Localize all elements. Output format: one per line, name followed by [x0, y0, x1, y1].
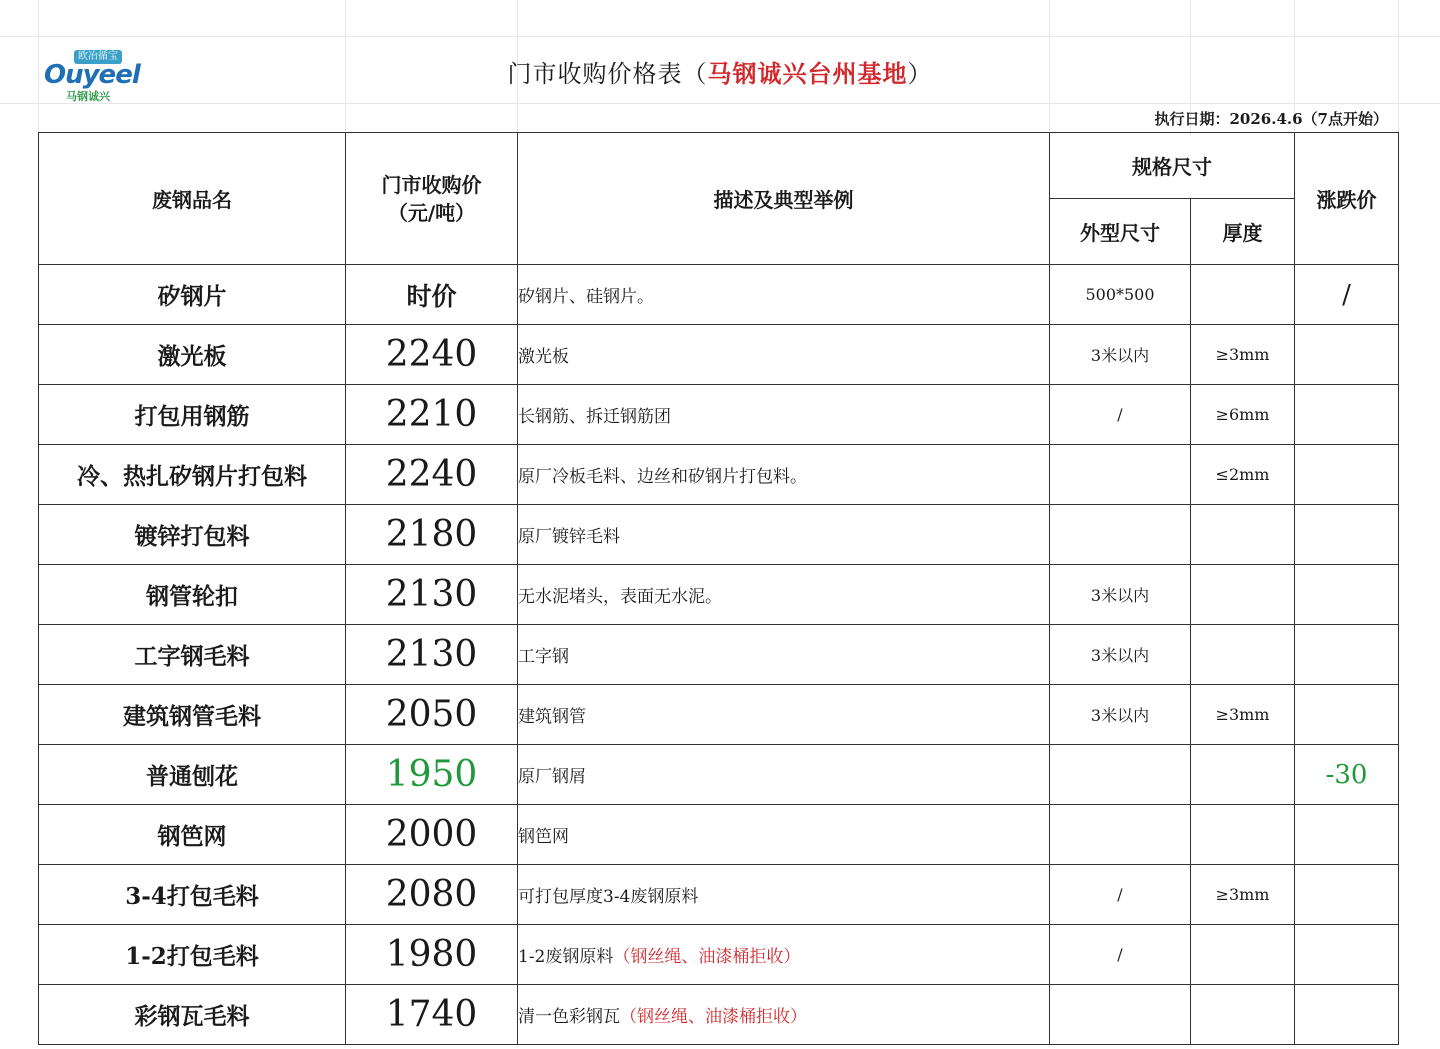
row-price: 2080: [346, 865, 518, 925]
row-desc: [518, 265, 1050, 325]
header-outer: 外型尺寸: [1050, 199, 1191, 265]
row-change: [1295, 685, 1399, 745]
row-price: 2130: [346, 625, 518, 685]
row-change: /: [1295, 265, 1399, 325]
row-outer-size: 3米以内: [1050, 325, 1191, 385]
row-thickness: ≤2mm: [1191, 445, 1295, 505]
row-desc: [518, 865, 1050, 925]
row-name: 激光板: [39, 325, 346, 385]
table-row: [39, 445, 1399, 505]
row-desc-text: 原厂镀锌毛料: [518, 527, 620, 547]
row-thickness: [1191, 985, 1295, 1045]
row-name: 1-2打包毛料: [39, 925, 346, 985]
row-desc: [518, 925, 1050, 985]
row-desc-text: 工字钢: [518, 647, 569, 667]
row-outer-size: [1050, 985, 1191, 1045]
price-rows: [39, 265, 1399, 1045]
title-end: ）: [907, 60, 933, 88]
table-row: [39, 265, 1399, 325]
row-name: 打包用钢筋: [39, 385, 346, 445]
row-price: 2000: [346, 805, 518, 865]
row-desc: [518, 565, 1050, 625]
title-highlight: 马钢诚兴台州基地: [707, 59, 908, 88]
row-change: [1295, 565, 1399, 625]
row-change: [1295, 325, 1399, 385]
row-desc: [518, 805, 1050, 865]
row-thickness: [1191, 745, 1295, 805]
row-thickness: ≥3mm: [1191, 325, 1295, 385]
row-outer-size: [1050, 805, 1191, 865]
exec-date: 执行日期：2026.4.6（7点开始）: [1154, 110, 1388, 128]
row-thickness: [1191, 565, 1295, 625]
logo-brand: Ouyeel: [44, 60, 140, 90]
row-change: [1295, 805, 1399, 865]
header-price-line1: 门市收购价: [381, 172, 482, 197]
header-desc: 描述及典型举例: [518, 133, 1050, 265]
row-desc: [518, 985, 1050, 1045]
row-change: -30: [1295, 745, 1399, 805]
table-row: [39, 565, 1399, 625]
row-thickness: ≥3mm: [1191, 865, 1295, 925]
row-price: 2210: [346, 385, 518, 445]
page-title: [0, 54, 1440, 89]
row-change: [1295, 505, 1399, 565]
row-desc: [518, 745, 1050, 805]
row-name: 镀锌打包料: [39, 505, 346, 565]
header-price-line2: （元/吨）: [387, 200, 476, 225]
row-desc: [518, 685, 1050, 745]
table-row: [39, 385, 1399, 445]
row-name: 矽钢片: [39, 265, 346, 325]
row-outer-size: 500*500: [1050, 265, 1191, 325]
row-change: [1295, 385, 1399, 445]
row-outer-size: [1050, 445, 1191, 505]
row-name: 普通刨花: [39, 745, 346, 805]
table-row: [39, 685, 1399, 745]
table-row: [39, 625, 1399, 685]
row-desc-text: 建筑钢管: [518, 707, 586, 727]
row-outer-size: 3米以内: [1050, 565, 1191, 625]
header-name: 废钢品名: [39, 133, 346, 265]
row-price: 1950: [346, 745, 518, 805]
row-name: 建筑钢管毛料: [39, 685, 346, 745]
row-desc-text: 1-2废钢原料: [518, 947, 614, 967]
row-desc-text: 无水泥堵头，表面无水泥。: [518, 587, 722, 607]
row-name: 工字钢毛料: [39, 625, 346, 685]
row-outer-size: /: [1050, 925, 1191, 985]
row-price: 2130: [346, 565, 518, 625]
row-desc-text: 可打包厚度3-4废钢原料: [518, 887, 699, 907]
row-desc: [518, 385, 1050, 445]
row-change: [1295, 625, 1399, 685]
header-price: [346, 133, 518, 265]
table-row: [39, 805, 1399, 865]
logo-sub: 马钢诚兴: [66, 90, 110, 103]
header-change: 涨跌价: [1295, 133, 1399, 265]
row-thickness: ≥6mm: [1191, 385, 1295, 445]
row-name: 3-4打包毛料: [39, 865, 346, 925]
row-desc-text: 原厂钢屑: [518, 767, 586, 787]
row-outer-size: 3米以内: [1050, 685, 1191, 745]
row-desc-text: 原厂冷板毛料、边丝和矽钢片打包料。: [518, 467, 807, 487]
header-spec: 规格尺寸: [1050, 133, 1295, 199]
row-outer-size: [1050, 505, 1191, 565]
row-change: [1295, 925, 1399, 985]
row-outer-size: /: [1050, 385, 1191, 445]
header-thickness: 厚度: [1191, 199, 1295, 265]
row-desc-text: 矽钢片、硅钢片。: [518, 287, 654, 307]
row-change: [1295, 865, 1399, 925]
row-price: 2240: [346, 445, 518, 505]
table-row: [39, 865, 1399, 925]
logo-badge: 欧冶循宝: [74, 50, 122, 64]
row-desc-text: 激光板: [518, 347, 569, 367]
row-desc: [518, 625, 1050, 685]
row-desc: [518, 505, 1050, 565]
table-row: [39, 325, 1399, 385]
price-table: [38, 132, 1399, 1045]
row-name: 钢管轮扣: [39, 565, 346, 625]
row-desc: [518, 445, 1050, 505]
row-outer-size: [1050, 745, 1191, 805]
row-name: 钢笆网: [39, 805, 346, 865]
row-desc-text: 钢笆网: [518, 827, 569, 847]
row-price: 2050: [346, 685, 518, 745]
title-main: 门市收购价格表（: [507, 60, 708, 88]
row-desc-text: 清一色彩钢瓦: [518, 1007, 620, 1027]
table-row: [39, 985, 1399, 1045]
row-desc-note: （钢丝绳、油漆桶拒收）: [620, 1007, 807, 1027]
row-price: 2180: [346, 505, 518, 565]
table-row: [39, 505, 1399, 565]
row-name: 冷、热扎矽钢片打包料: [39, 445, 346, 505]
row-price: 1740: [346, 985, 518, 1045]
row-change: [1295, 985, 1399, 1045]
table-row: [39, 745, 1399, 805]
row-price: 1980: [346, 925, 518, 985]
row-outer-size: /: [1050, 865, 1191, 925]
row-desc-text: 长钢筋、拆迁钢筋团: [518, 407, 671, 427]
row-outer-size: 3米以内: [1050, 625, 1191, 685]
row-thickness: [1191, 925, 1295, 985]
row-desc-note: （钢丝绳、油漆桶拒收）: [613, 947, 801, 967]
row-price: 时价: [346, 265, 518, 325]
row-change: [1295, 445, 1399, 505]
row-price: 2240: [346, 325, 518, 385]
table-row: [39, 925, 1399, 985]
row-thickness: [1191, 505, 1295, 565]
row-thickness: ≥3mm: [1191, 685, 1295, 745]
row-thickness: [1191, 625, 1295, 685]
row-desc: [518, 325, 1050, 385]
row-thickness: [1191, 805, 1295, 865]
row-name: 彩钢瓦毛料: [39, 985, 346, 1045]
row-thickness: [1191, 265, 1295, 325]
